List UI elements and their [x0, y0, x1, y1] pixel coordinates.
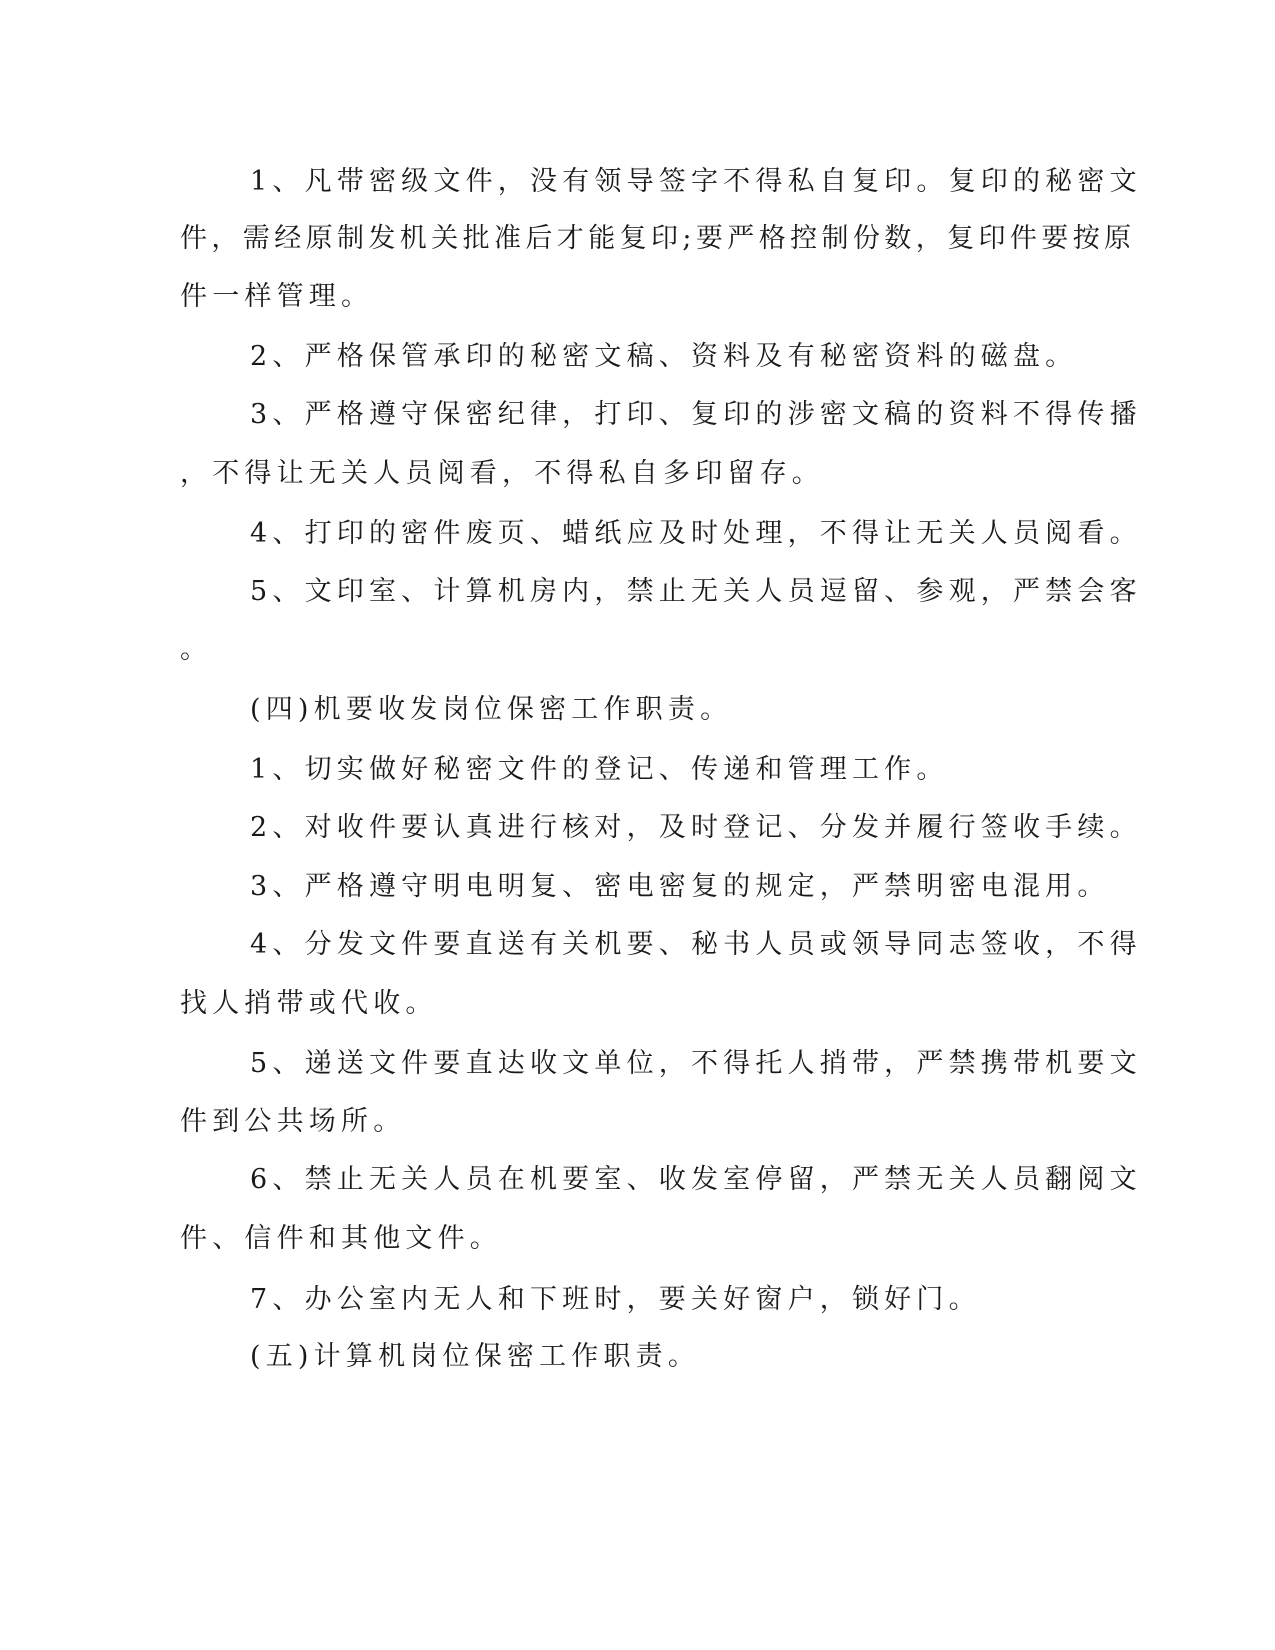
paragraph-line: 6、禁止无关人员在机要室、收发室停留，严禁无关人员翻阅文 [250, 1164, 1142, 1195]
paragraph-line: 4、分发文件要直送有关机要、秘书人员或领导同志签收，不得 [250, 929, 1142, 960]
paragraph-line: 7、办公室内无人和下班时，要关好窗户，锁好门。 [250, 1284, 981, 1315]
paragraph-line: 1、切实做好秘密文件的登记、传递和管理工作。 [250, 754, 949, 785]
paragraph-line: 。 [180, 634, 213, 665]
paragraph-line: 找人捎带或代收。 [180, 988, 438, 1019]
paragraph-line: 4、打印的密件废页、蜡纸应及时处理，不得让无关人员阅看。 [250, 518, 1142, 549]
section-heading: (五)计算机岗位保密工作职责。 [250, 1341, 701, 1372]
paragraph-line: 件一样管理。 [180, 281, 374, 312]
paragraph-line: 件、信件和其他文件。 [180, 1223, 502, 1254]
paragraph-line: 3、严格遵守保密纪律，打印、复印的涉密文稿的资料不得传播 [250, 399, 1142, 430]
paragraph-line: 5、文印室、计算机房内，禁止无关人员逗留、参观，严禁会客 [250, 576, 1142, 607]
section-heading: (四)机要收发岗位保密工作职责。 [250, 694, 733, 725]
paragraph-line: 2、严格保管承印的秘密文稿、资料及有秘密资料的磁盘。 [250, 341, 1078, 372]
paragraph-line: 2、对收件要认真进行核对，及时登记、分发并履行签收手续。 [250, 812, 1142, 843]
paragraph-line: 5、递送文件要直达收文单位，不得托人捎带，严禁携带机要文 [250, 1048, 1142, 1079]
paragraph-line: 件，需经原制发机关批准后才能复印;要严格控制份数，复印件要按原 [180, 223, 1136, 254]
paragraph-line: 件到公共场所。 [180, 1106, 406, 1137]
paragraph-line: 1、凡带密级文件，没有领导签字不得私自复印。复印的秘密文 [250, 166, 1142, 197]
paragraph-line: ，不得让无关人员阅看，不得私自多印留存。 [180, 458, 824, 489]
paragraph-line: 3、严格遵守明电明复、密电密复的规定，严禁明密电混用。 [250, 871, 1110, 902]
